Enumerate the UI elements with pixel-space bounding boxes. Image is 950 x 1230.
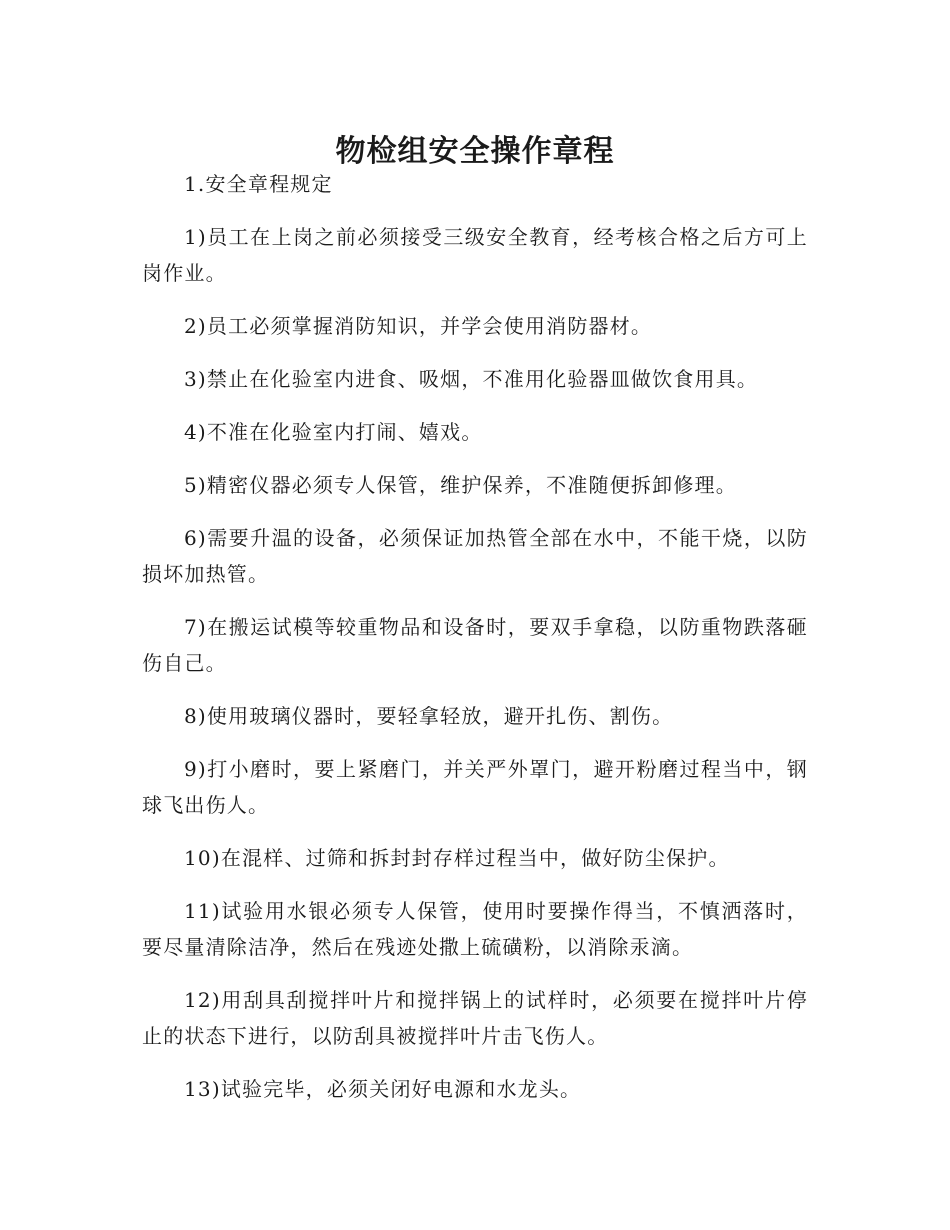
paragraph-item-5: 5)精密仪器必须专人保管，维护保养，不准随便拆卸修理。 <box>184 473 737 497</box>
paragraph-section-heading: 1.安全章程规定 <box>184 172 333 196</box>
paragraph-item-12: 12)用刮具刮搅拌叶片和搅拌锅上的试样时，必须要在搅拌叶片停止的状态下进行，以防刮具被搅拌叶片击飞伤人。 <box>142 988 808 1048</box>
paragraph-item-1: 1)员工在上岗之前必须接受三级安全教育，经考核合格之后方可上岗作业。 <box>142 225 808 285</box>
paragraph-item-6: 6)需要升温的设备，必须保证加热管全部在水中，不能干烧，以防损坏加热管。 <box>142 526 808 586</box>
paragraph-item-11: 11)试验用水银必须专人保管，使用时要操作得当，不慎洒落时，要尽量清除洁净，然后在残迹处撒上硫磺粉，以消除汞滴。 <box>142 899 808 959</box>
page-title: 物检组安全操作章程 <box>335 134 615 170</box>
paragraph-item-9: 9)打小磨时，要上紧磨门，并关严外罩门，避开粉磨过程当中，钢球飞出伤人。 <box>142 757 808 817</box>
paragraph-item-7: 7)在搬运试模等较重物品和设备时，要双手拿稳，以防重物跌落砸伤自己。 <box>142 615 808 675</box>
document-body <box>142 166 808 1124</box>
paragraph-item-8: 8)使用玻璃仪器时，要轻拿轻放，避开扎伤、割伤。 <box>184 704 674 728</box>
paragraph-item-2: 2)员工必须掌握消防知识，并学会使用消防器材。 <box>184 314 653 338</box>
paragraph-item-3: 3)禁止在化验室内进食、吸烟，不准用化验器皿做饮食用具。 <box>184 367 759 391</box>
paragraph-item-10: 10)在混样、过筛和拆封封存样过程当中，做好防尘保护。 <box>184 846 730 870</box>
paragraph-item-13: 13)试验完毕，必须关闭好电源和水龙头。 <box>184 1077 582 1101</box>
paragraph-item-4: 4)不准在化验室内打闹、嬉戏。 <box>184 420 483 444</box>
